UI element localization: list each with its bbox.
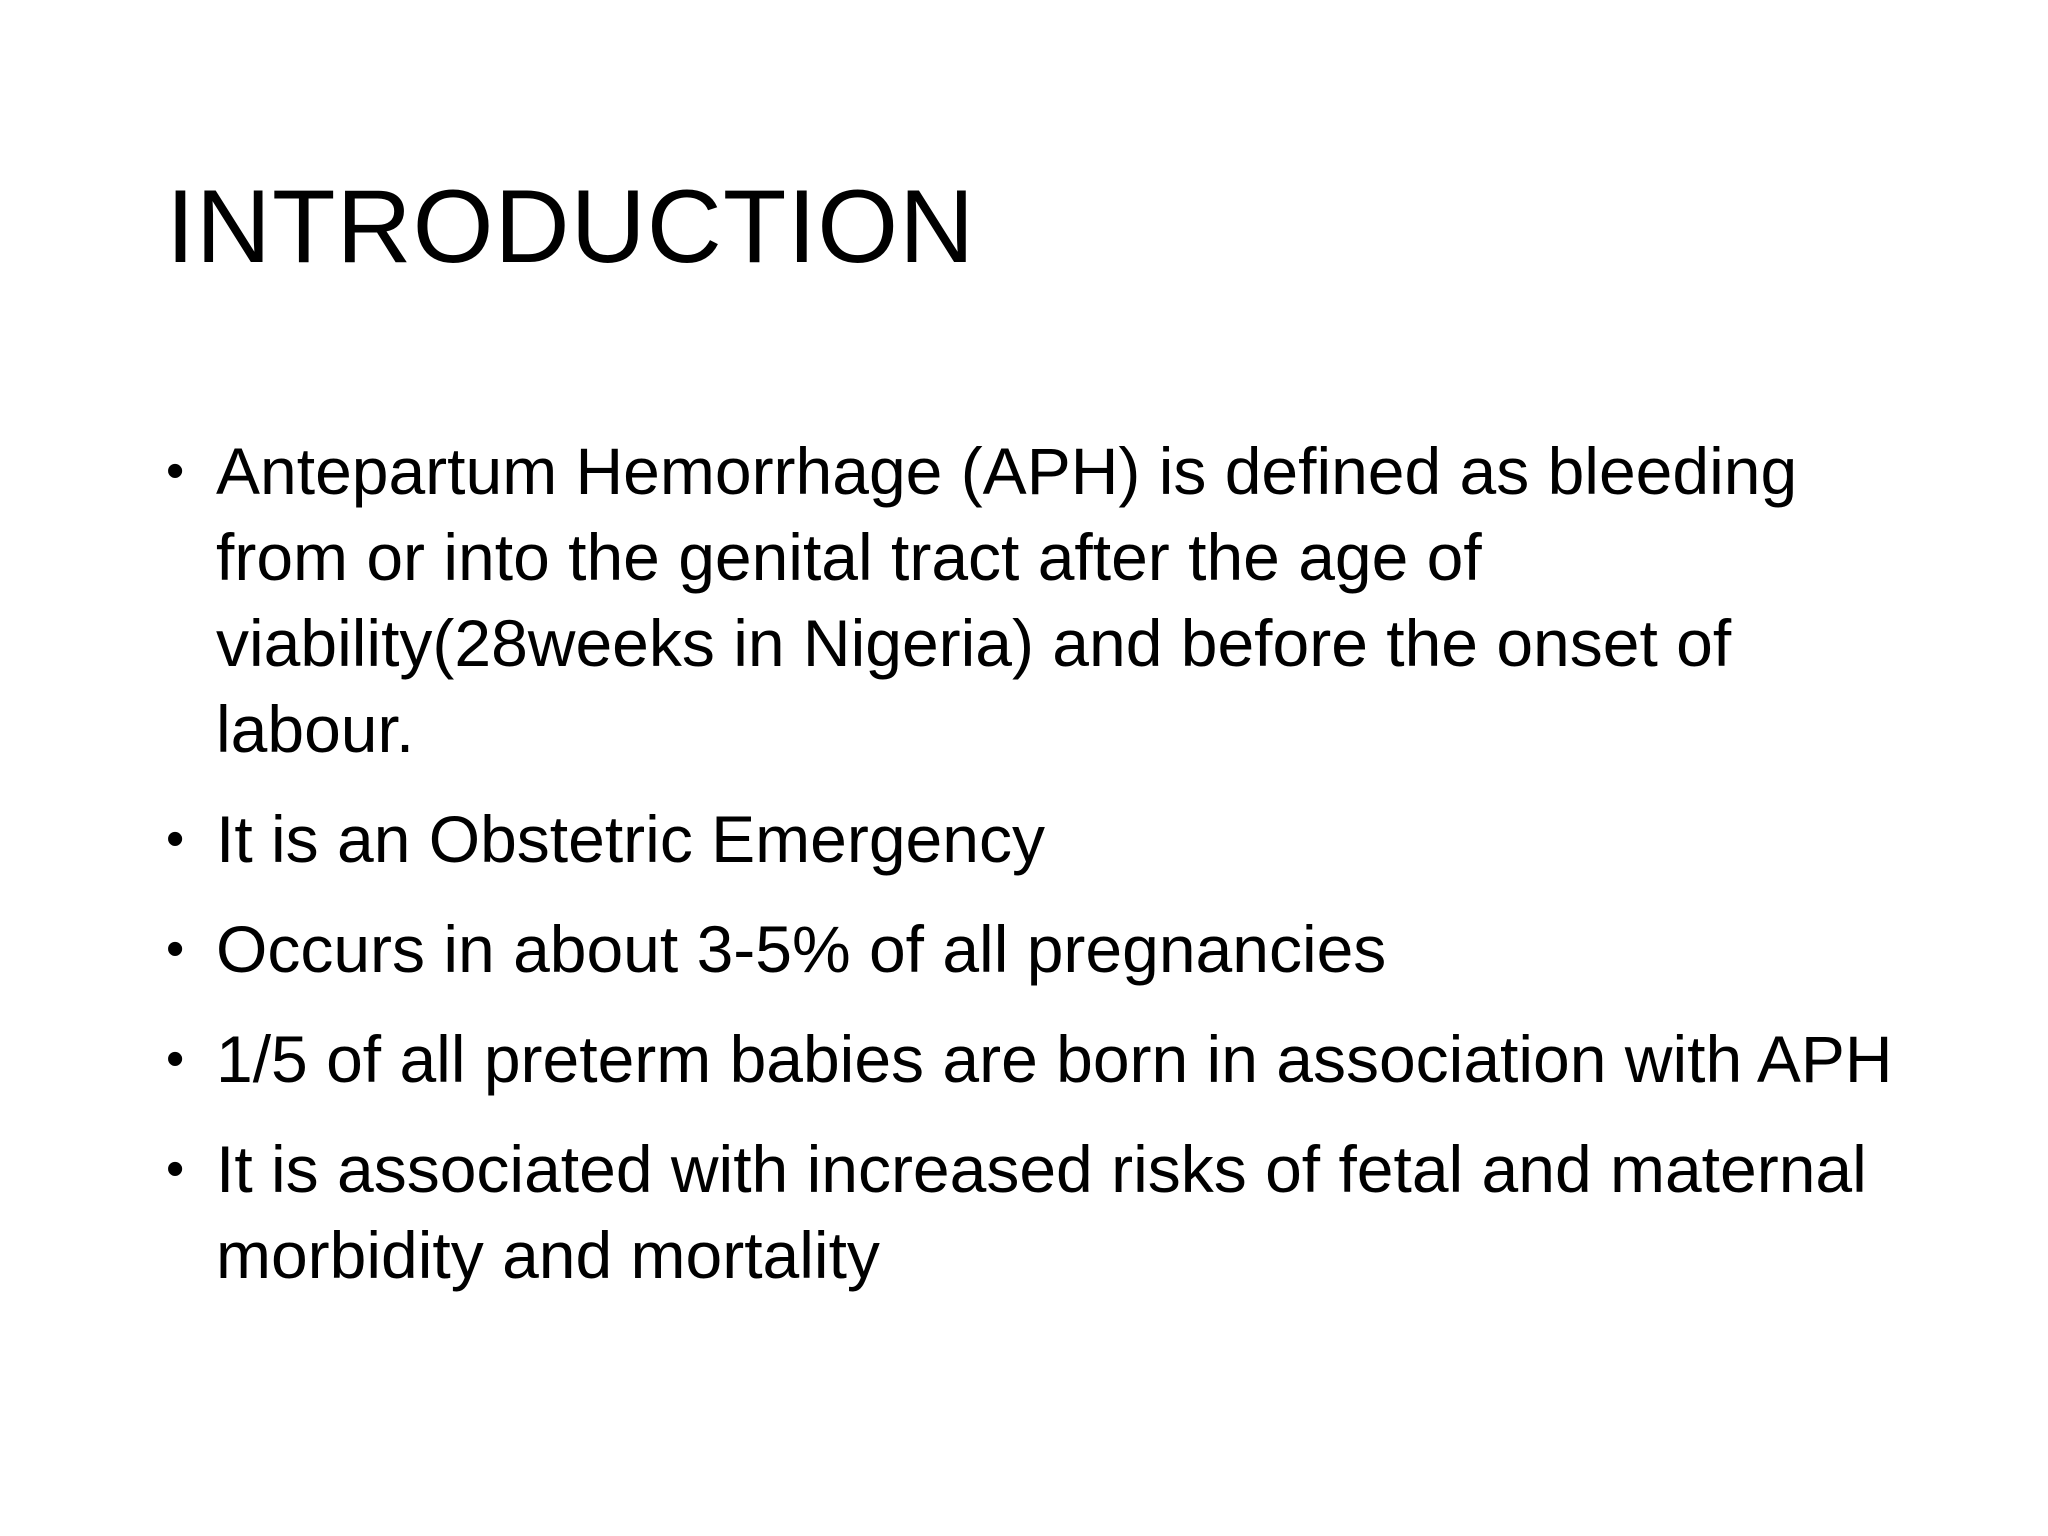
bullet-text: It is associated with increased risks of fetal and maternal morbidity and mortality xyxy=(216,1132,1867,1292)
slide-title: INTRODUCTION xyxy=(166,169,976,285)
bullet-icon: • xyxy=(166,442,185,500)
bullet-text: Antepartum Hemorrhage (APH) is defined as bleeding from or into the genital tract after the age of viability(28weeks in Nigeria) and before the onset of labour. xyxy=(216,434,1798,766)
bullet-item-incidence xyxy=(166,906,1906,992)
bullet-text: Occurs in about 3-5% of all pregnancies xyxy=(216,912,1387,986)
bullet-icon: • xyxy=(166,1140,185,1198)
bullet-item-risks xyxy=(166,1126,1906,1298)
bullet-item-preterm xyxy=(166,1016,1906,1102)
bullet-item-emergency xyxy=(166,796,1906,882)
bullet-text: It is an Obstetric Emergency xyxy=(216,802,1045,876)
bullet-icon: • xyxy=(166,1030,185,1088)
bullet-item-definition xyxy=(166,428,1906,772)
bullet-icon: • xyxy=(166,920,185,978)
bullet-icon: • xyxy=(166,810,185,868)
bullet-text: 1/5 of all preterm babies are born in association with APH xyxy=(216,1022,1893,1096)
bullet-list xyxy=(166,428,1906,1322)
